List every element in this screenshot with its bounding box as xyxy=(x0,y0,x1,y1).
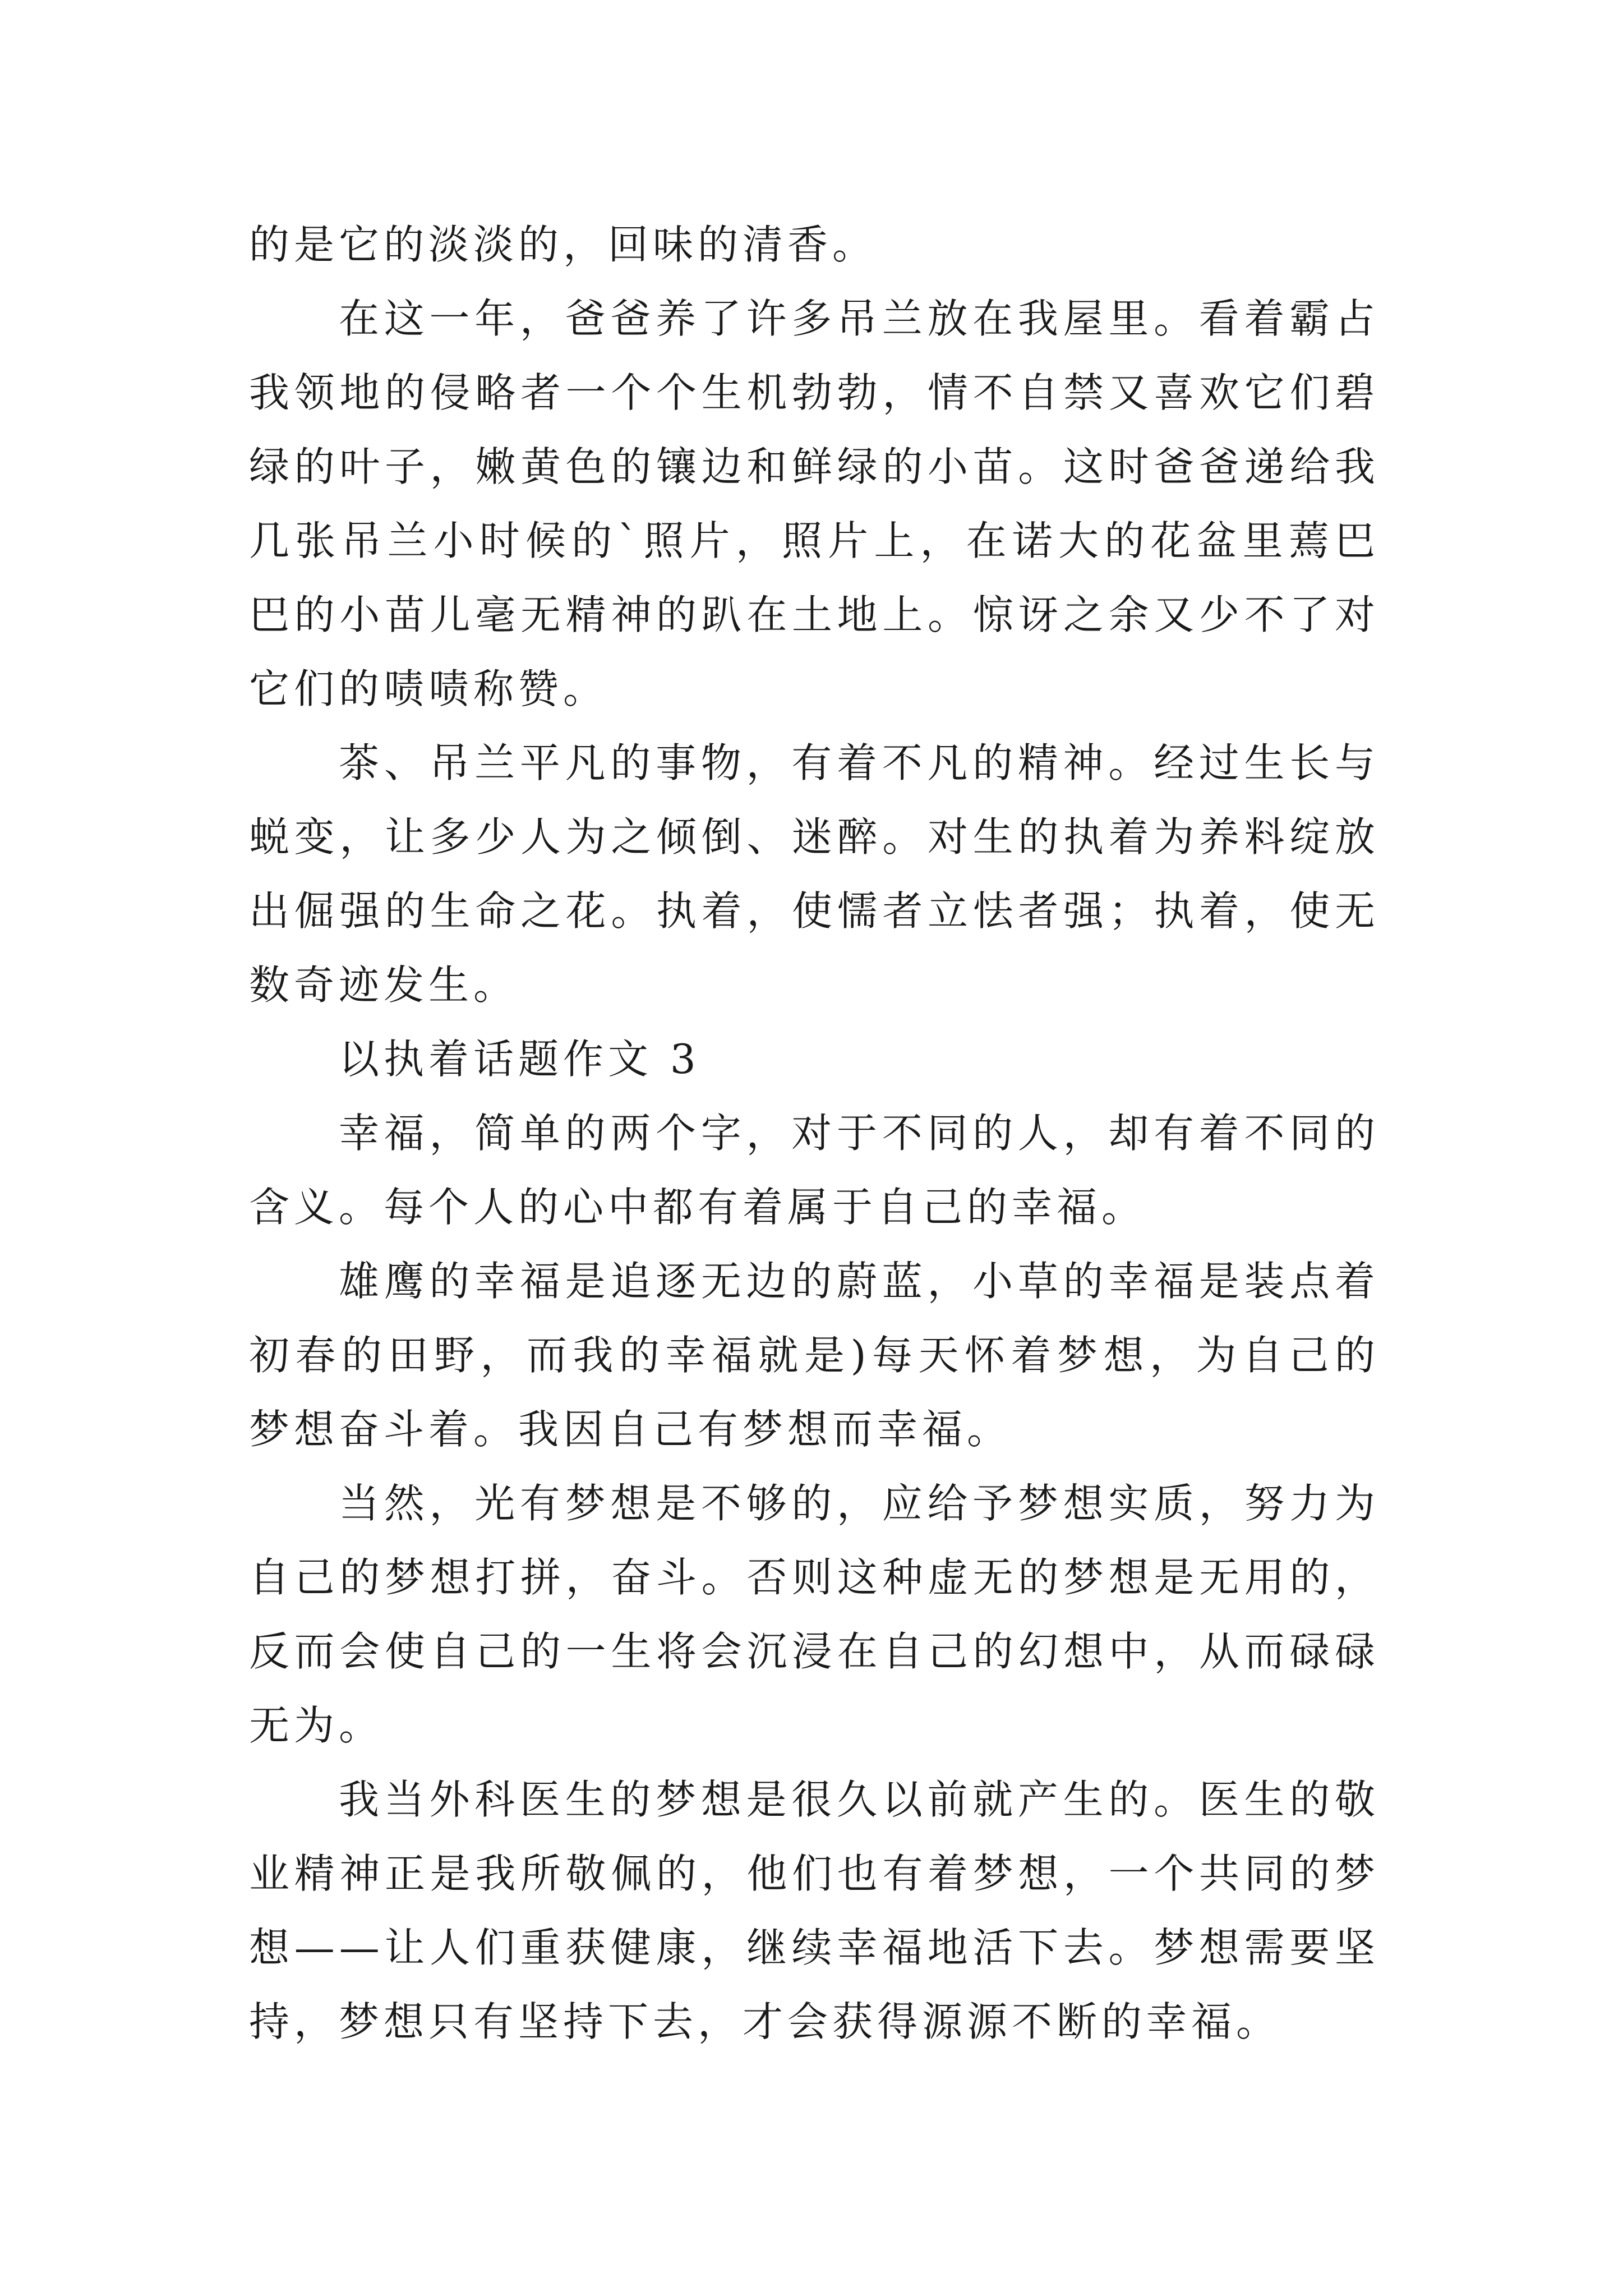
paragraph-4: 幸福，简单的两个字，对于不同的人，却有着不同的含义。每个人的心中都有着属于自己的幸福。 xyxy=(249,1110,1380,1231)
paragraph-5: 雄鹰的幸福是追逐无边的蔚蓝，小草的幸福是装点着初春的田野，而我的幸福就是)每天怀着梦想，为自己的梦想奋斗着。我因自己有梦想而幸福。 xyxy=(249,1258,1380,1453)
paragraph-1: 的是它的淡淡的，回味的清香。 xyxy=(249,221,878,268)
paragraph-6: 当然，光有梦想是不够的，应给予梦想实质，努力为自己的梦想打拼，奋斗。否则这种虚无的梦想是无用的，反而会使自己的一生将会沉浸在自己的幻想中，从而碌碌无为。 xyxy=(249,1480,1380,1749)
document-body xyxy=(249,208,1380,2059)
section-heading: 以执着话题作文 3 xyxy=(339,1036,700,1083)
paragraph-3: 茶、吊兰平凡的事物，有着不凡的精神。经过生长与蜕变，让多少人为之倾倒、迷醉。对生的执着为养料绽放出倔强的生命之花。执着，使懦者立怯者强；执着，使无数奇迹发生。 xyxy=(249,739,1380,1009)
paragraph-2: 在这一年，爸爸养了许多吊兰放在我屋里。看着霸占我领地的侵略者一个个生机勃勃，情不自禁又喜欢它们碧绿的叶子，嫩黄色的镶边和鲜绿的小苗。这时爸爸递给我几张吊兰小时候的`照片，照片上，在诺大的花盆里蔫巴巴的小苗儿毫无精神的趴在土地上。惊讶之余又少不了对它们的啧啧称赞。 xyxy=(249,295,1380,712)
paragraph-7: 我当外科医生的梦想是很久以前就产生的。医生的敬业精神正是我所敬佩的，他们也有着梦想，一个共同的梦想——让人们重获健康，继续幸福地活下去。梦想需要坚持，梦想只有坚持下去，才会获得源源不断的幸福。 xyxy=(249,1776,1380,2045)
